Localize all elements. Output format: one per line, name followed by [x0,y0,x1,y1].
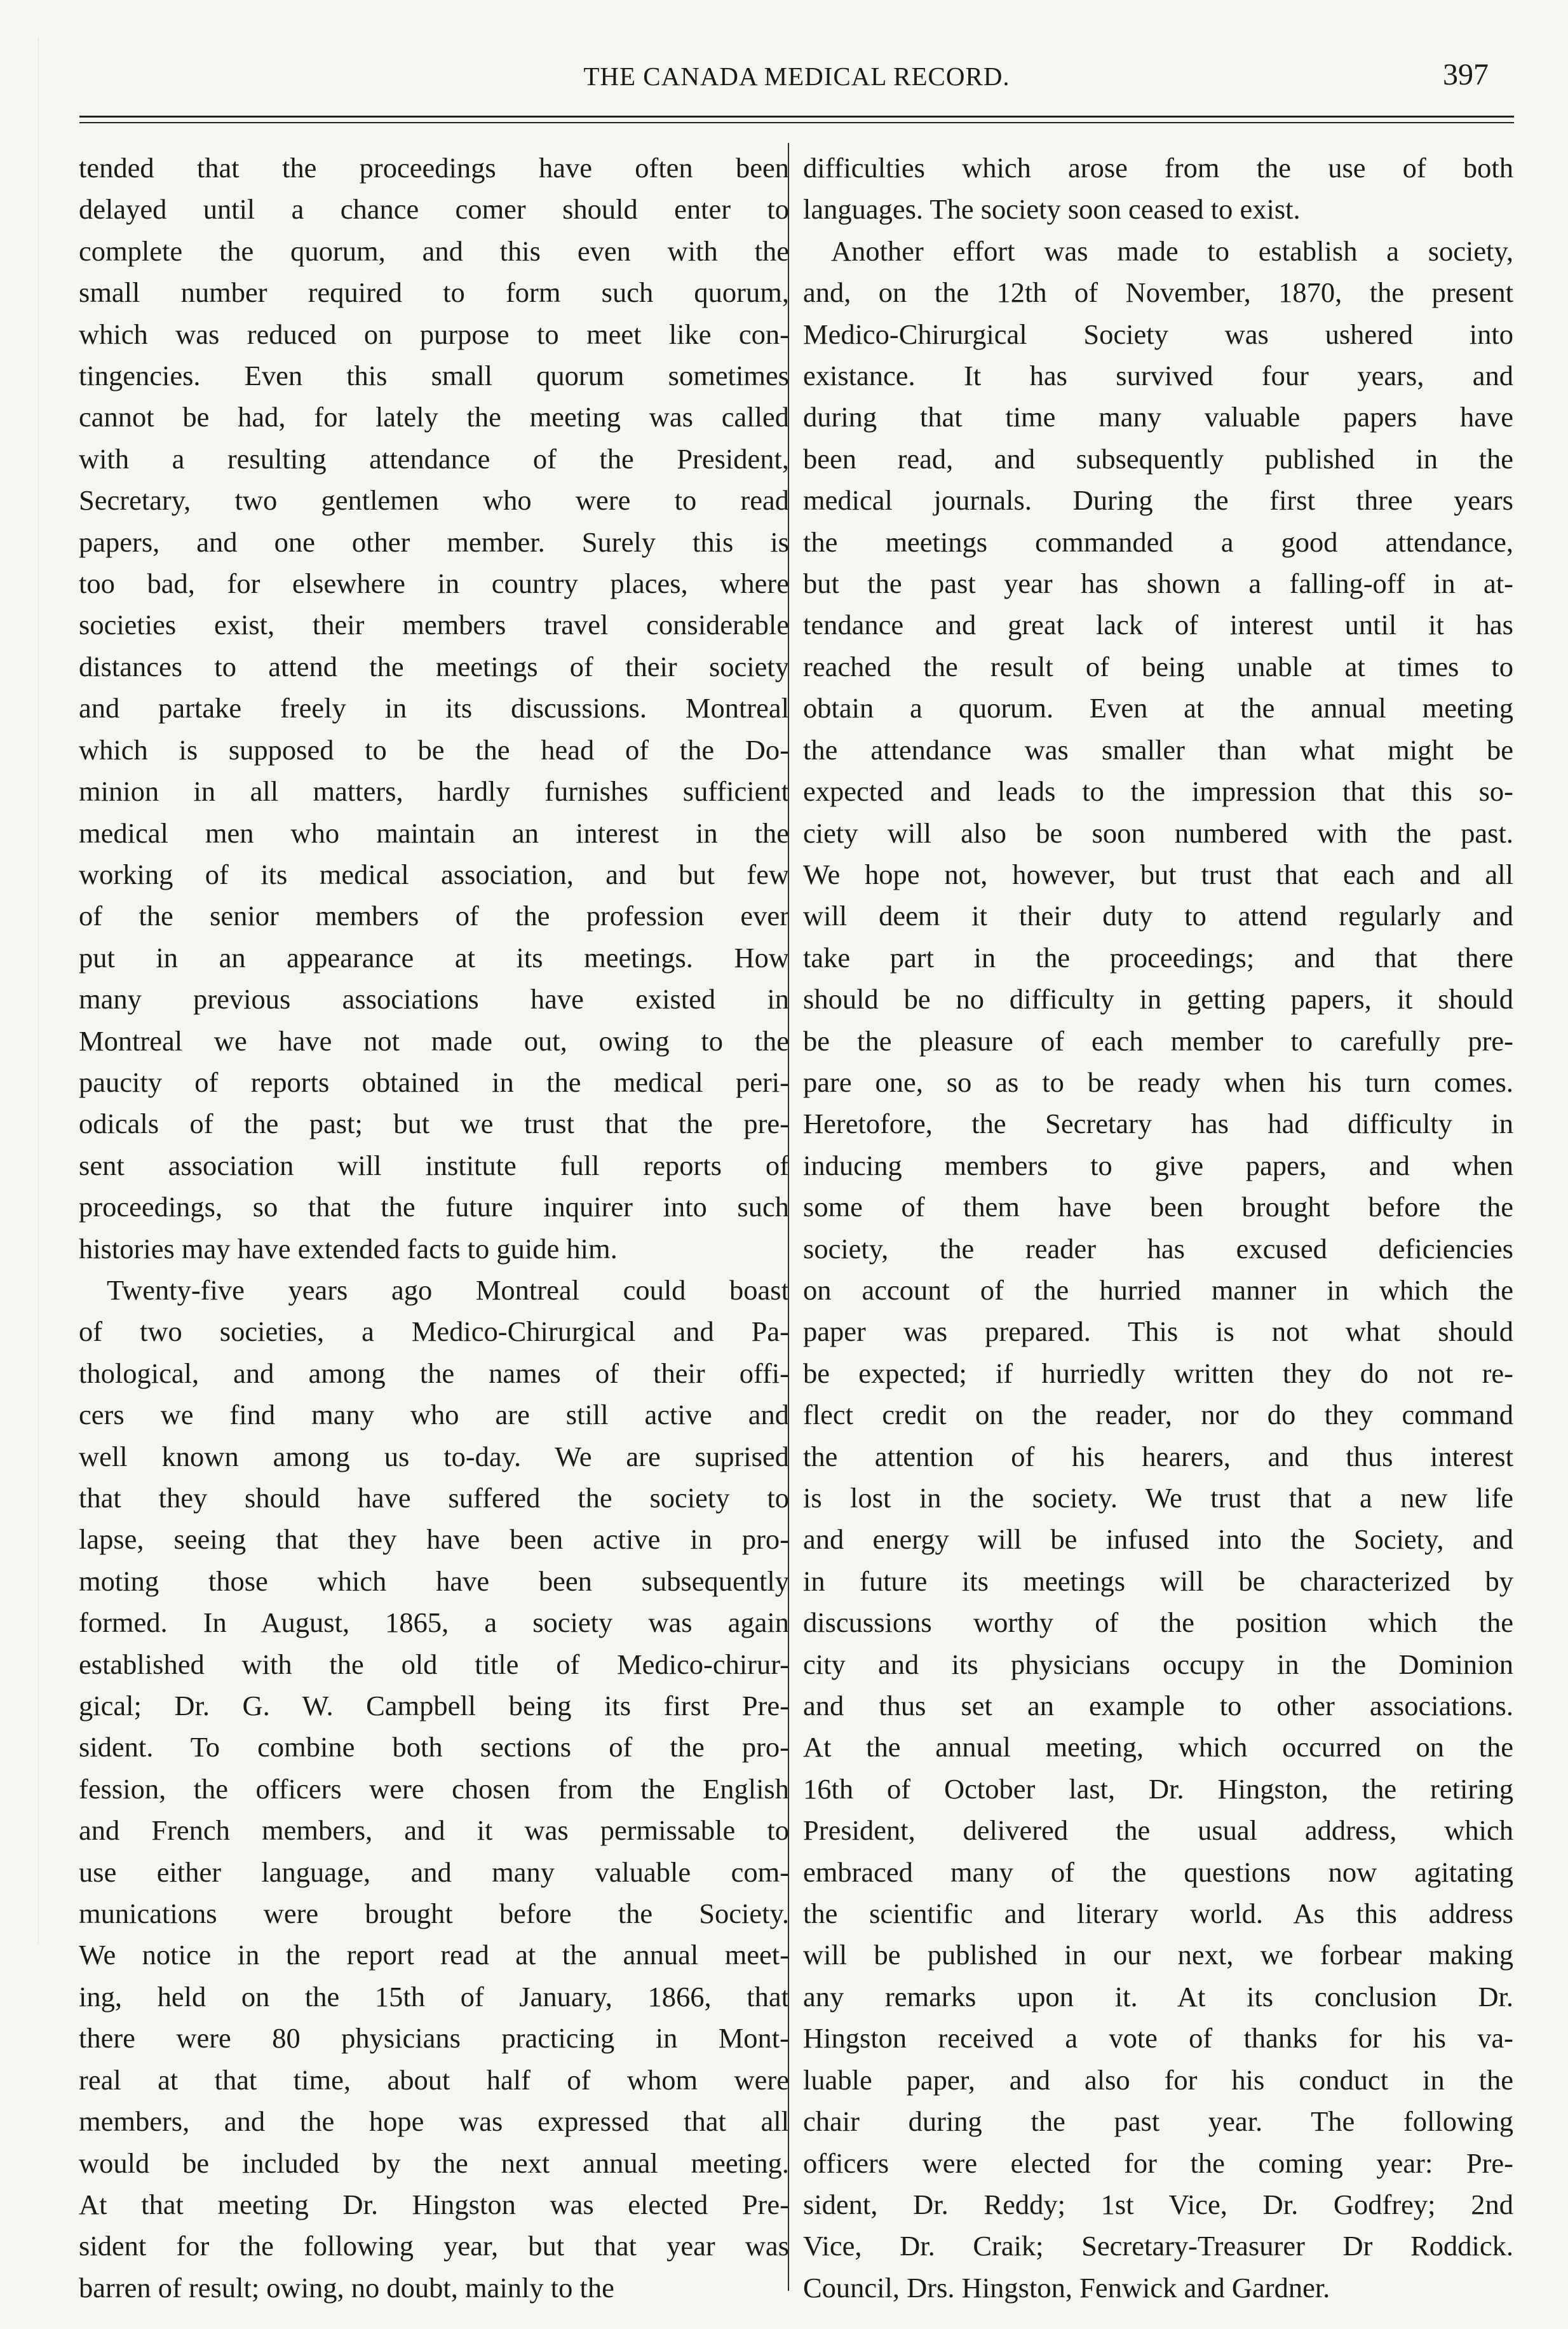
text-line: papers, and one other member. Surely this is [79,526,789,558]
text-line: munications were brought before the Society. [79,1898,789,1930]
text-line: society, the reader has excused deficiencies [803,1232,1513,1265]
text-line: delayed until a chance comer should enter to [79,193,789,226]
text-line: societies exist, their members travel considerable [79,609,789,641]
text-line: the attention of his hearers, and thus interest [803,1440,1513,1472]
text-line: is lost in the society. We trust that a new life [803,1482,1513,1514]
text-line: too bad, for elsewhere in country places, where [79,567,789,600]
text-line: well known among us to-day. We are suprised [79,1440,789,1472]
text-line: there were 80 physicians practicing in Mont- [79,2022,789,2054]
text-line: We notice in the report read at the annual meet- [79,1939,789,1971]
text-line: sent association will institute full reports of [79,1149,789,1181]
text-line: Vice, Dr. Craik; Secretary-Treasurer Dr Roddick. [803,2230,1513,2262]
text-line: ciety will also be soon numbered with the past. [803,817,1513,849]
text-line: tendance and great lack of interest until it has [803,609,1513,641]
text-line: discussions worthy of the position which the [803,1606,1513,1639]
text-line: but the past year has shown a falling-off in at- [803,567,1513,600]
header-rule [79,116,1514,118]
text-line: luable paper, and also for his conduct in the [803,2063,1513,2096]
text-line: cannot be had, for lately the meeting was called [79,401,789,433]
text-line: should be no difficulty in getting papers, it should [803,983,1513,1015]
text-line: will deem it their duty to attend regularly and [803,900,1513,932]
text-line: pare one, so as to be ready when his turn comes. [803,1066,1513,1098]
text-line: during that time many valuable papers have [803,401,1513,433]
text-line: formed. In August, 1865, a society was again [79,1606,789,1639]
text-line: would be included by the next annual meeting. [79,2147,789,2179]
text-line: proceedings, so that the future inquirer into such [79,1191,789,1223]
text-line: put in an appearance at its meetings. How [79,941,789,974]
text-line: thological, and among the names of their offi- [79,1357,789,1389]
text-line: tingencies. Even this small quorum sometimes [79,360,789,392]
text-line: any remarks upon it. At its conclusion Dr. [803,1980,1513,2013]
text-line: use either language, and many valuable com- [79,1856,789,1888]
text-line: Medico-Chirurgical Society was ushered into [803,318,1513,350]
text-line: Montreal we have not made out, owing to the [79,1024,789,1057]
text-line: the attendance was smaller than what might be [803,733,1513,766]
text-line: of two societies, a Medico-Chirurgical and Pa- [79,1315,789,1348]
text-line: that they should have suffered the society to [79,1482,789,1514]
text-line: fession, the officers were chosen from the English [79,1772,789,1805]
text-line: in future its meetings will be characterized by [803,1565,1513,1597]
text-line: the scientific and literary world. As this address [803,1898,1513,1930]
journal-title: THE CANADA MEDICAL RECORD. [583,62,1010,91]
text-line: working of its medical association, and but few [79,858,789,890]
text-line: languages. The society soon ceased to exist. [803,193,1301,226]
text-line: members, and the hope was expressed that all [79,2105,789,2138]
header-rule-second [79,122,1514,123]
paragraph [79,1270,789,2309]
text-line: Twenty-five years ago Montreal could boast [107,1273,789,1306]
text-line: Hingston received a vote of thanks for his va- [803,2022,1513,2054]
text-line: sident. To combine both sections of the pro- [79,1731,789,1763]
text-line: Another effort was made to establish a society, [831,234,1513,267]
text-line: be the pleasure of each member to carefully pre- [803,1024,1513,1057]
text-line: cers we find many who are still active and [79,1399,789,1431]
text-line: and, on the 12th of November, 1870, the present [803,276,1513,309]
text-line: complete the quorum, and this even with the [79,234,789,267]
text-line: existance. It has survived four years, and [803,360,1513,392]
text-line: officers were elected for the coming year: Pre- [803,2147,1513,2179]
text-line: flect credit on the reader, nor do they command [803,1399,1513,1431]
text-line: gical; Dr. G. W. Campbell being its first Pre- [79,1690,789,1722]
text-line: We hope not, however, but trust that each and all [803,858,1513,890]
text-line: will be published in our next, we forbear making [803,1939,1513,1971]
text-line: and thus set an example to other associations. [803,1690,1513,1722]
text-line: on account of the hurried manner in which the [803,1273,1513,1306]
text-line: medical men who maintain an interest in the [79,817,789,849]
text-line: with a resulting attendance of the President, [79,442,789,475]
page-number: 397 [1443,58,1489,92]
text-line: which was reduced on purpose to meet like con- [79,318,789,350]
text-line: lapse, seeing that they have been active in pro- [79,1523,789,1556]
text-line: distances to attend the meetings of their society [79,650,789,682]
column-divider [788,143,789,2291]
text-line: and energy will be infused into the Society, and [803,1523,1513,1556]
text-line: difficulties which arose from the use of both [803,152,1513,184]
text-line: sident for the following year, but that year was [79,2230,789,2262]
text-line: tended that the proceedings have often been [79,152,789,184]
text-line: and French members, and it was permissable to [79,1814,789,1847]
text-line: which is supposed to be the head of the Do- [79,733,789,766]
text-line: Council, Drs. Hingston, Fenwick and Gardner. [803,2271,1330,2304]
text-line: be expected; if hurriedly written they do not re- [803,1357,1513,1389]
text-line: odicals of the past; but we trust that the pre- [79,1108,789,1140]
paragraph [803,147,1513,231]
text-line: the meetings commanded a good attendance, [803,526,1513,558]
paragraph [79,147,789,1270]
text-line: of the senior members of the profession ever [79,900,789,932]
text-line: Secretary, two gentlemen who were to read [79,484,789,517]
text-line: inducing members to give papers, and when [803,1149,1513,1181]
text-line: President, delivered the usual address, which [803,1814,1513,1847]
text-line: histories may have extended facts to guide him. [79,1232,618,1265]
text-line: sident, Dr. Reddy; 1st Vice, Dr. Godfrey; 2nd [803,2188,1513,2220]
text-line: 16th of October last, Dr. Hingston, the retiring [803,1772,1513,1805]
text-line: small number required to form such quorum, [79,276,789,309]
text-line: been read, and subsequently published in the [803,442,1513,475]
text-line: chair during the past year. The following [803,2105,1513,2138]
text-line: At the annual meeting, which occurred on the [803,1731,1513,1763]
paragraph [803,231,1513,2309]
text-line: ing, held on the 15th of January, 1866, that [79,1980,789,2013]
text-line: paper was prepared. This is not what should [803,1315,1513,1348]
text-line: established with the old title of Medico-chirur- [79,1648,789,1680]
text-line: take part in the proceedings; and that there [803,941,1513,974]
text-line: real at that time, about half of whom were [79,2063,789,2096]
text-line: paucity of reports obtained in the medical peri- [79,1066,789,1098]
text-line: city and its physicians occupy in the Dominion [803,1648,1513,1680]
text-line: and partake freely in its discussions. Montreal [79,692,789,724]
text-line: minion in all matters, hardly furnishes sufficient [79,775,789,808]
text-line: expected and leads to the impression that this so- [803,775,1513,808]
left-column [79,147,789,2309]
text-line: obtain a quorum. Even at the annual meeting [803,692,1513,724]
text-line: reached the result of being unable at times to [803,650,1513,682]
text-line: many previous associations have existed in [79,983,789,1015]
text-line: medical journals. During the first three years [803,484,1513,517]
text-line: Heretofore, the Secretary has had difficulty in [803,1108,1513,1140]
scan-edge-marks [38,38,64,1945]
text-line: moting those which have been subsequently [79,1565,789,1597]
right-column [803,147,1513,2309]
running-head [76,58,1517,118]
text-line: embraced many of the questions now agitating [803,1856,1513,1888]
text-line: barren of result; owing, no doubt, mainly to the [79,2271,614,2304]
text-line: some of them have been brought before the [803,1191,1513,1223]
text-line: At that meeting Dr. Hingston was elected Pre- [79,2188,789,2220]
